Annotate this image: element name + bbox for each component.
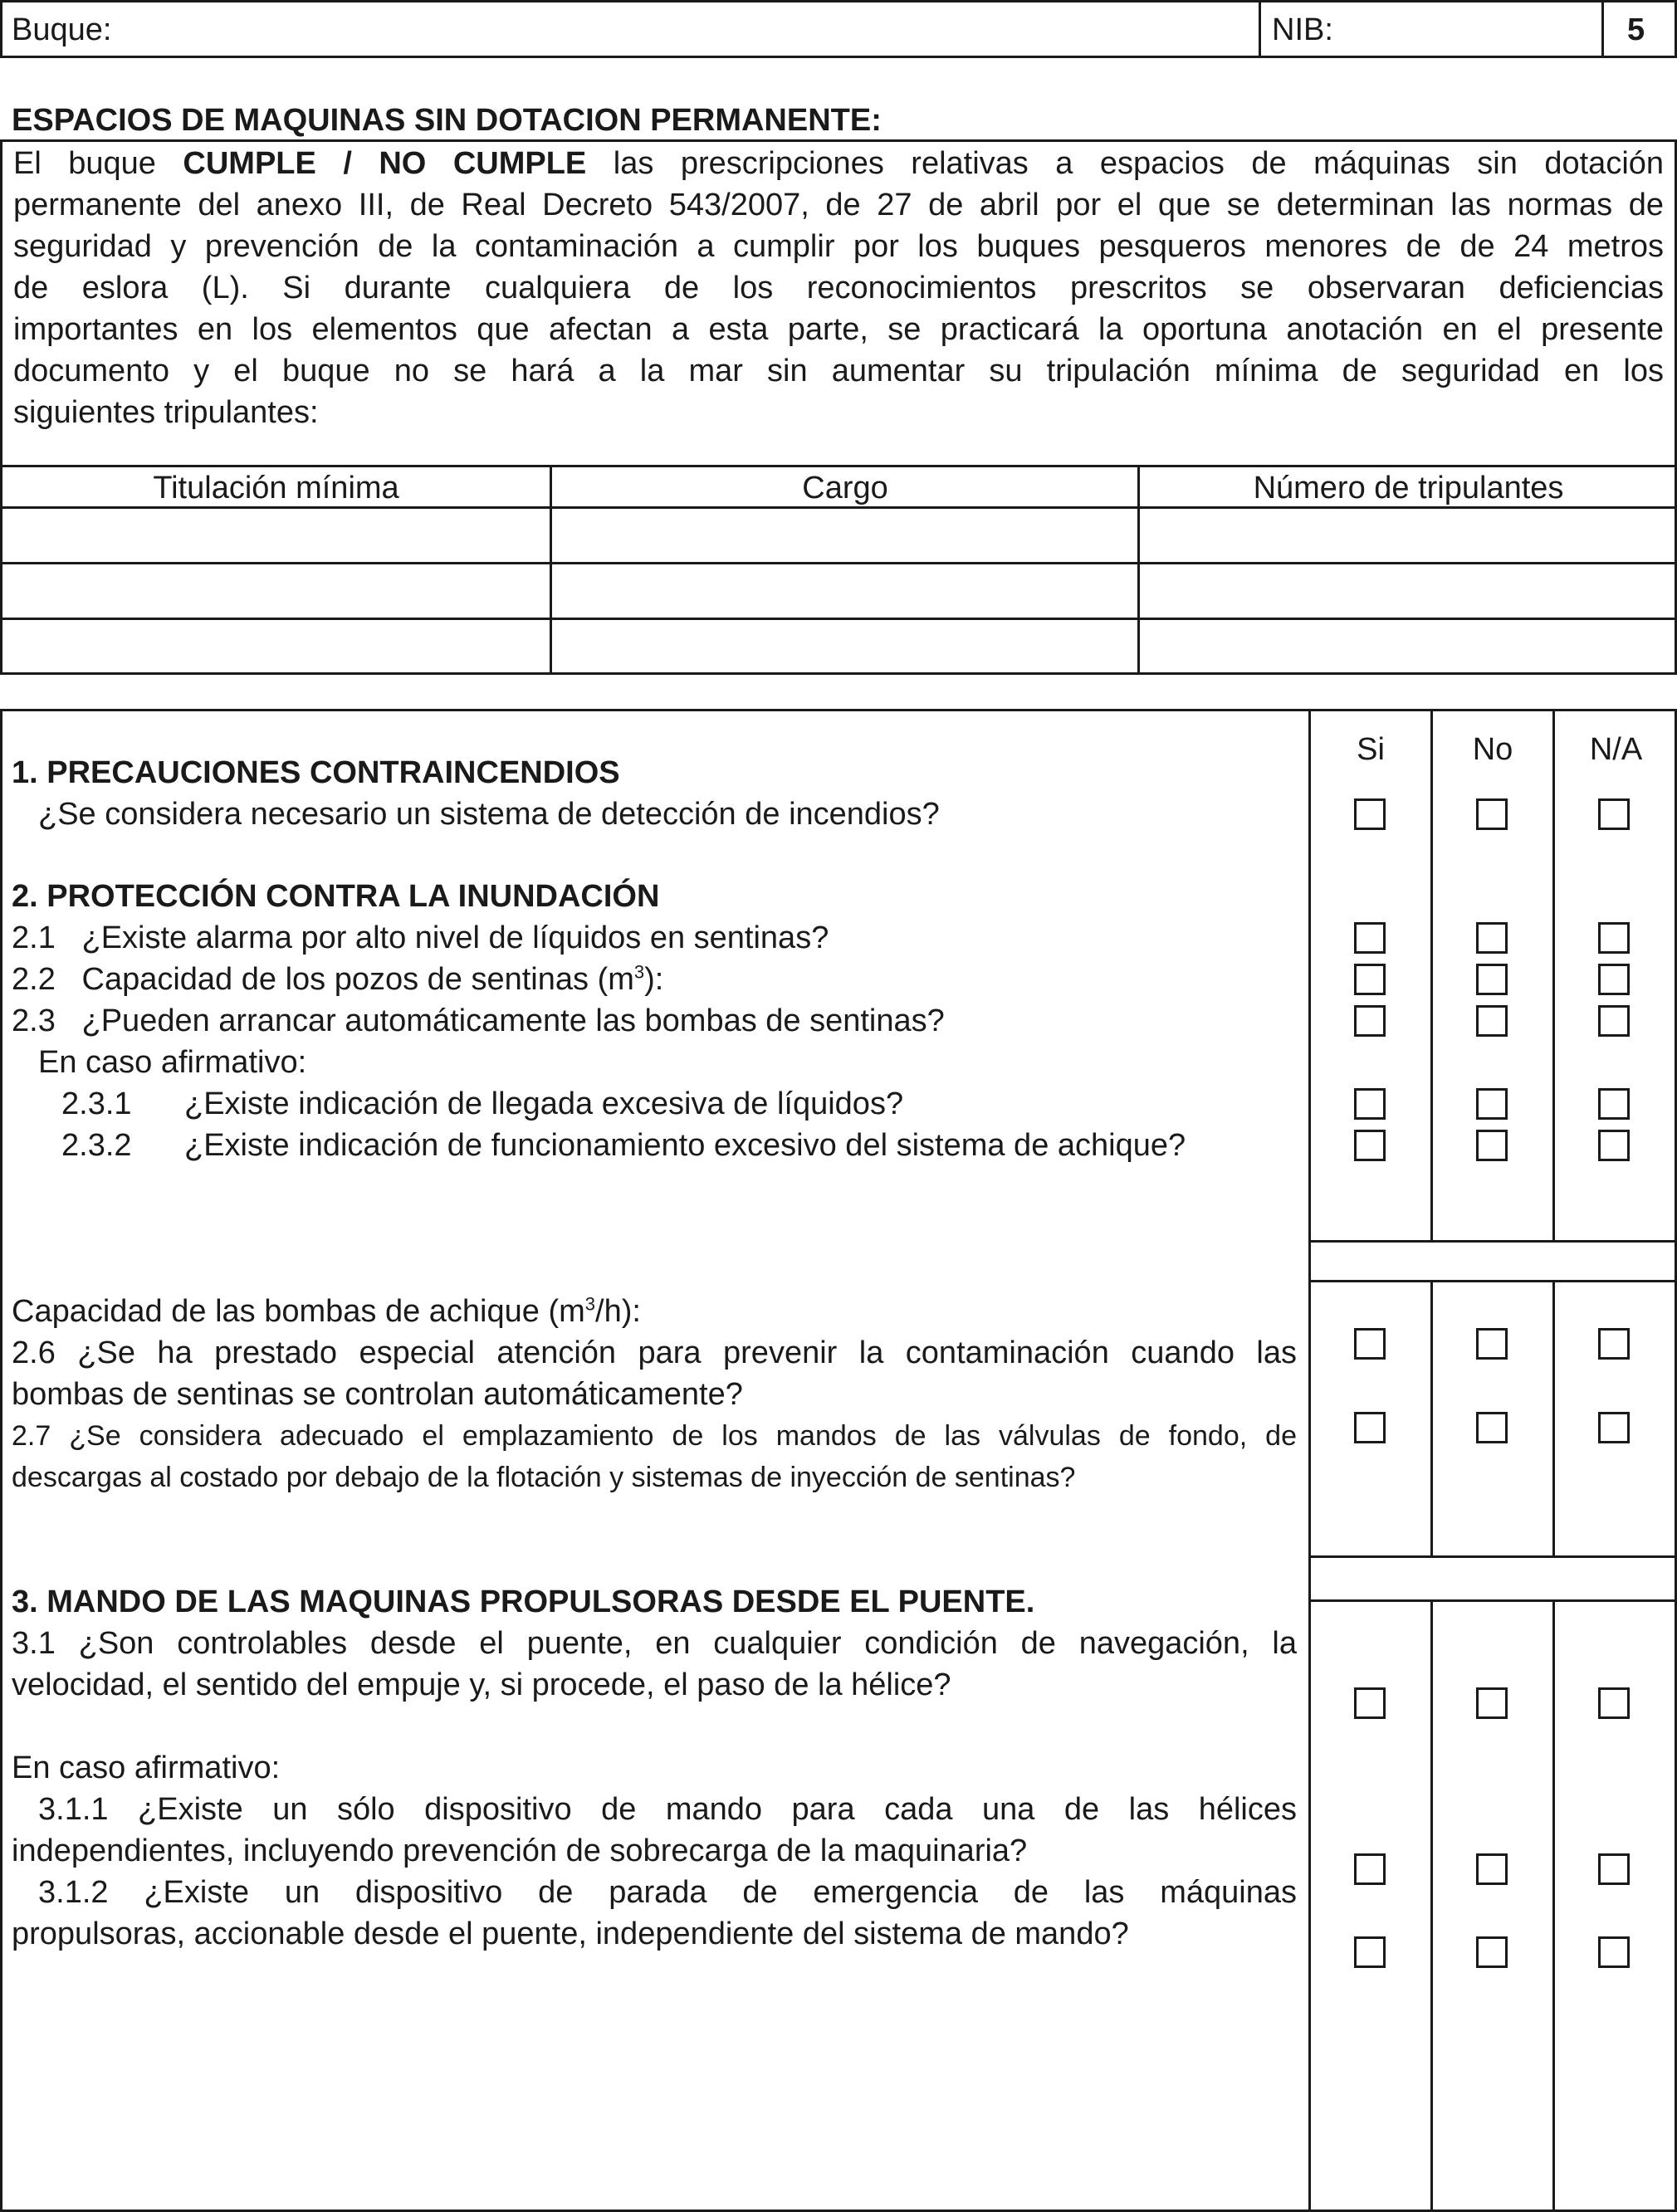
checkbox-na[interactable] <box>1598 1412 1630 1443</box>
checkbox-no[interactable] <box>1476 922 1508 954</box>
crew-cell[interactable] <box>556 624 1132 669</box>
checkbox-na[interactable] <box>1598 922 1630 954</box>
question-2-7: descargas al costado por debajo de la flotación y sistemas de inyección de sentinas? <box>12 1462 1076 1493</box>
section-1-title: 1. PRECAUCIONES CONTRAINCENDIOS <box>12 755 620 790</box>
superscript: 3 <box>633 961 645 983</box>
intro-line: importantes en los elementos que afectan a esta parte, se practicará la oportuna anotación en el presente <box>13 312 1664 347</box>
checkbox-no[interactable] <box>1476 964 1508 995</box>
page-number: 5 <box>1627 12 1645 47</box>
crew-col-header: Cargo <box>802 471 888 505</box>
checkbox-no[interactable] <box>1476 798 1508 830</box>
crew-cell[interactable] <box>1144 569 1672 613</box>
checkbox-no[interactable] <box>1476 1936 1508 1968</box>
header-divider <box>1601 0 1604 58</box>
intro-text: las prescripciones relativas a espacios de máquinas sin dotación <box>613 146 1665 181</box>
en-caso-afirmativo: En caso afirmativo: <box>12 1751 281 1785</box>
checkbox-na[interactable] <box>1598 798 1630 830</box>
nib-field[interactable] <box>1345 5 1594 53</box>
intro-line: de eslora (L). Si durante cualquiera de los reconocimientos prescritos se observaran deficiencias <box>13 271 1664 305</box>
checkbox-si[interactable] <box>1354 1412 1386 1443</box>
col-header-si: Si <box>1357 732 1385 767</box>
question-2-6: bombas de sentinas se controlan automáticamente? <box>12 1377 743 1412</box>
checkbox-na[interactable] <box>1598 1005 1630 1037</box>
question-3-1-2: 3.1.2 ¿Existe un dispositivo de parada de emergencia de las máquinas <box>38 1875 1297 1910</box>
band-rule <box>1308 1599 1677 1602</box>
checkbox-na[interactable] <box>1598 1936 1630 1968</box>
header-divider <box>1259 0 1261 58</box>
buque-label: Buque: <box>12 12 112 47</box>
question-3-1-1: independientes, incluyendo prevención de sobrecarga de la maquinaria? <box>12 1834 1028 1868</box>
checkbox-si[interactable] <box>1354 1005 1386 1037</box>
checkbox-si[interactable] <box>1354 1328 1386 1360</box>
en-caso-afirmativo: En caso afirmativo: <box>38 1045 307 1080</box>
intro-line: documento y el buque no se hará a la mar sin aumentar su tripulación mínima de seguridad en los <box>13 354 1664 388</box>
crew-cell[interactable] <box>1144 624 1672 669</box>
crew-table-rule <box>0 618 1677 620</box>
question-3-1-2: propulsoras, accionable desde el puente, independiente del sistema de mando? <box>12 1917 1129 1951</box>
question-3-1-1: 3.1.1 ¿Existe un sólo dispositivo de mando para cada una de las hélices <box>38 1792 1297 1827</box>
checkbox-no[interactable] <box>1476 1853 1508 1885</box>
crew-cell[interactable] <box>1144 513 1672 558</box>
question-2-2-end: ): <box>644 962 664 997</box>
question-3-1: 3.1 ¿Son controlables desde el puente, en cualquier condición de navegación, la <box>12 1626 1297 1661</box>
intro-line <box>13 143 1664 184</box>
crew-cell[interactable] <box>7 513 545 558</box>
col-divider <box>1430 1599 1433 2212</box>
col-divider <box>1552 709 1555 1240</box>
question-1: ¿Se considera necesario un sistema de detección de incendios? <box>38 797 940 832</box>
section-3-title: 3. MANDO DE LAS MAQUINAS PROPULSORAS DESDE EL PUENTE. <box>12 1585 1035 1619</box>
crew-cell[interactable] <box>7 569 545 613</box>
question-2-2-text: 2.2 Capacidad de los pozos de sentinas (m <box>12 962 634 997</box>
capacidad-bombas-end: /h): <box>595 1294 641 1329</box>
checkbox-si[interactable] <box>1354 1853 1386 1885</box>
checkbox-si[interactable] <box>1354 798 1386 830</box>
checkbox-no[interactable] <box>1476 1687 1508 1719</box>
question-2-2 <box>12 959 663 1000</box>
crew-col-header: Número de tripulantes <box>1253 471 1564 505</box>
crew-cell[interactable] <box>7 624 545 669</box>
checkbox-si[interactable] <box>1354 1088 1386 1120</box>
crew-cell[interactable] <box>556 513 1132 558</box>
capacidad-bombas-text: Capacidad de las bombas de achique (m <box>12 1294 585 1329</box>
checkbox-no[interactable] <box>1476 1130 1508 1161</box>
intro-line: permanente del anexo III, de Real Decreto 543/2007, de 27 de abril por el que se determinan las normas de <box>13 188 1664 222</box>
crew-col-header: Titulación mínima <box>153 471 399 505</box>
col-divider <box>1430 709 1433 1240</box>
question-2-3-1: ¿Existe indicación de llegada excesiva de líquidos? <box>184 1086 904 1121</box>
checkbox-na[interactable] <box>1598 1130 1630 1161</box>
question-2-3: 2.3 ¿Pueden arrancar automáticamente las bombas de sentinas? <box>12 1003 945 1038</box>
section-2-title: 2. PROTECCIÓN CONTRA LA INUNDACIÓN <box>12 879 660 914</box>
col-divider <box>1552 1599 1555 2212</box>
question-2-7: 2.7 ¿Se considera adecuado el emplazamiento de los mandos de las válvulas de fondo, de <box>12 1420 1297 1452</box>
question-2-3-1-num: 2.3.1 <box>61 1086 132 1121</box>
col-header-na: N/A <box>1589 732 1643 767</box>
intro-text: El buque <box>13 146 156 181</box>
cumple-option[interactable]: CUMPLE / NO CUMPLE <box>183 146 587 181</box>
checkbox-na[interactable] <box>1598 964 1630 995</box>
question-2-3-2-num: 2.3.2 <box>61 1128 132 1163</box>
buque-field[interactable] <box>133 5 1245 53</box>
checkbox-no[interactable] <box>1476 1328 1508 1360</box>
checkbox-si[interactable] <box>1354 964 1386 995</box>
col-divider <box>1430 1280 1433 1555</box>
checkbox-na[interactable] <box>1598 1853 1630 1885</box>
checkbox-na[interactable] <box>1598 1687 1630 1719</box>
intro-line: seguridad y prevención de la contaminación a cumplir por los buques pesqueros menores de de 24 metros <box>13 229 1664 264</box>
crew-table-rule <box>0 562 1677 564</box>
checkbox-no[interactable] <box>1476 1088 1508 1120</box>
question-2-3-2: ¿Existe indicación de funcionamiento excesivo del sistema de achique? <box>184 1128 1186 1163</box>
checkbox-na[interactable] <box>1598 1328 1630 1360</box>
band-rule <box>1308 1240 1677 1243</box>
question-2-1: 2.1 ¿Existe alarma por alto nivel de líquidos en sentinas? <box>12 920 829 955</box>
checklist-divider <box>1308 709 1311 2212</box>
checkbox-no[interactable] <box>1476 1005 1508 1037</box>
col-divider <box>1552 1280 1555 1555</box>
question-2-6: 2.6 ¿Se ha prestado especial atención para prevenir la contaminación cuando las <box>12 1336 1297 1370</box>
section-title: ESPACIOS DE MAQUINAS SIN DOTACION PERMANENTE: <box>12 103 882 138</box>
band-rule <box>1308 1555 1677 1558</box>
intro-line: siguientes tripulantes: <box>13 395 319 430</box>
nib-label: NIB: <box>1272 12 1333 47</box>
capacidad-bombas <box>12 1291 641 1332</box>
checkbox-na[interactable] <box>1598 1088 1630 1120</box>
checkbox-si[interactable] <box>1354 922 1386 954</box>
col-header-no: No <box>1472 732 1513 767</box>
band-rule <box>1308 1280 1677 1282</box>
checkbox-si[interactable] <box>1354 1687 1386 1719</box>
checkbox-si[interactable] <box>1354 1936 1386 1968</box>
superscript: 3 <box>584 1293 596 1315</box>
checkbox-si[interactable] <box>1354 1130 1386 1161</box>
crew-cell[interactable] <box>556 569 1132 613</box>
checkbox-no[interactable] <box>1476 1412 1508 1443</box>
question-3-1: velocidad, el sentido del empuje y, si procede, el paso de la hélice? <box>12 1668 951 1702</box>
